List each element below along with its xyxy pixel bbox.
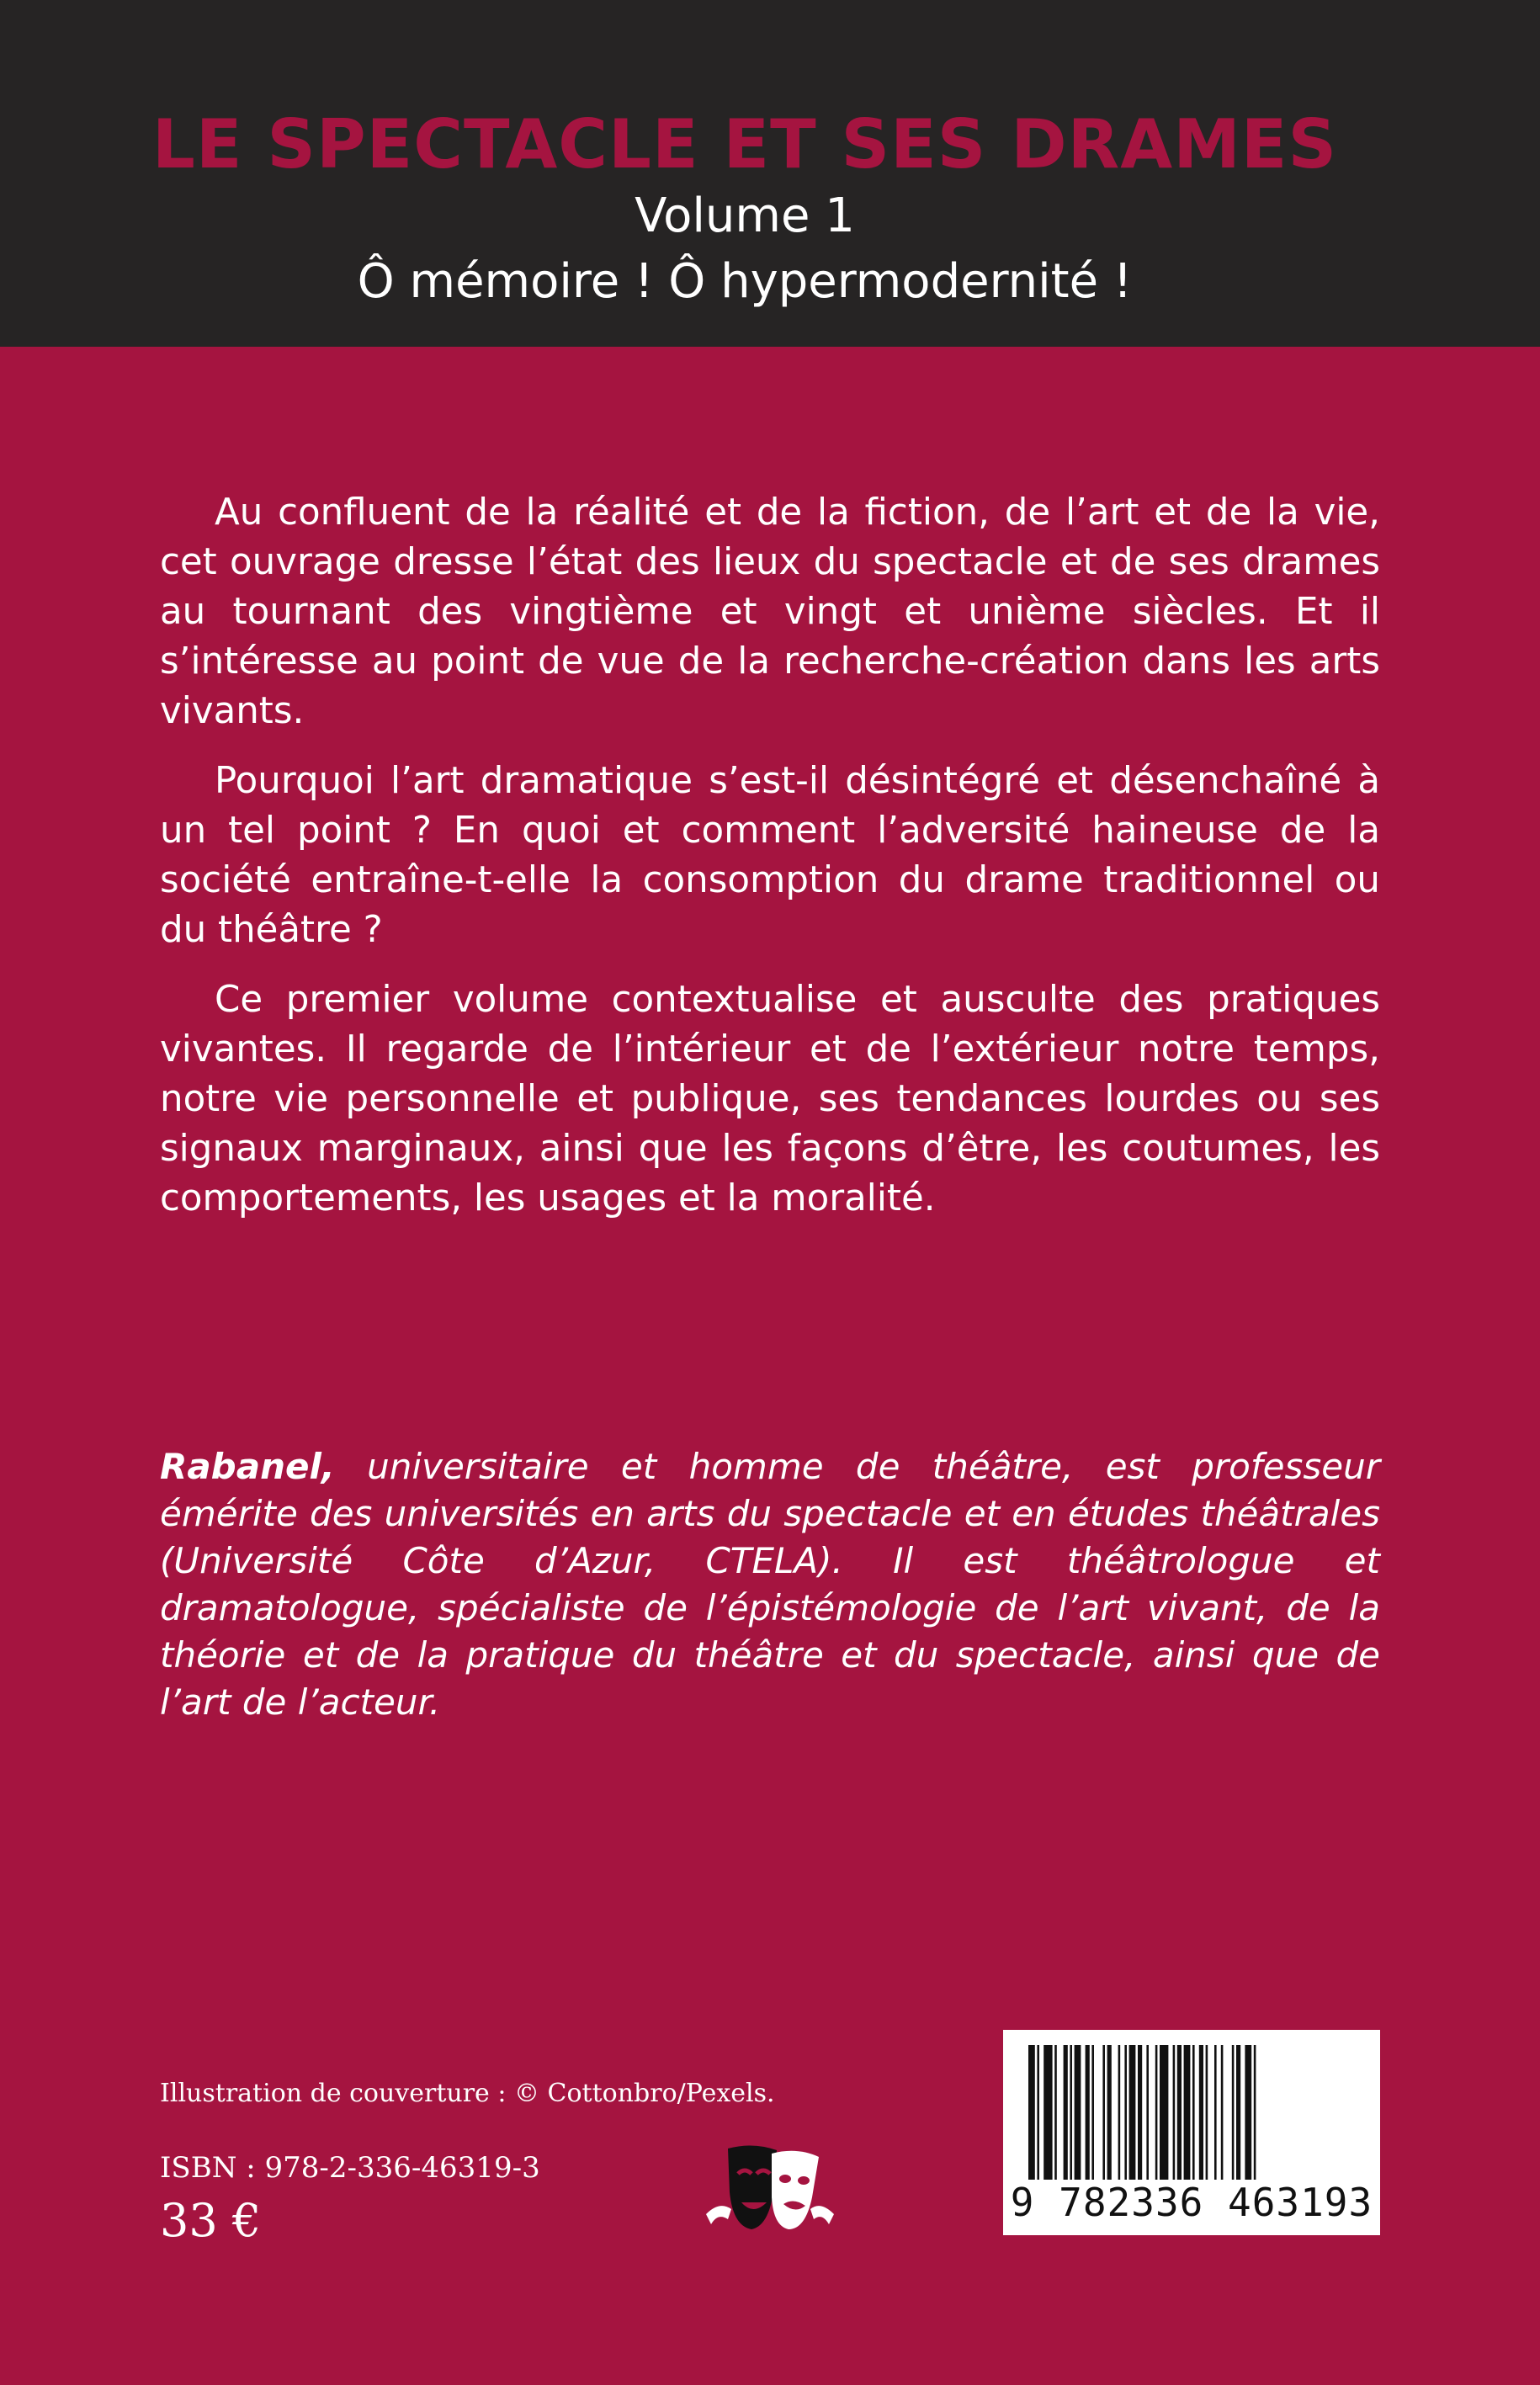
isbn: ISBN : 978-2-336-46319-3: [160, 2151, 540, 2185]
barcode-bar: [1236, 2045, 1240, 2180]
barcode-bar: [1102, 2045, 1105, 2180]
comedy-mask-icon: [772, 2151, 819, 2229]
barcode-bar: [1091, 2045, 1094, 2180]
book-title: LE SPECTACLE ET SES DRAMES: [151, 105, 1338, 183]
barcode-bar: [1129, 2045, 1136, 2180]
illustration-credit: Illustration de couverture : © Cottonbro/Pexels.: [160, 2079, 775, 2108]
barcode-bar: [1086, 2045, 1090, 2180]
barcode-bar: [1107, 2045, 1112, 2180]
theatre-masks-icon: [694, 2142, 846, 2234]
barcode-bar: [1232, 2045, 1235, 2180]
barcode-bar: [1254, 2045, 1256, 2180]
barcode-bar: [1124, 2045, 1127, 2180]
barcode-bar: [1199, 2045, 1203, 2180]
barcode-bar: [1037, 2045, 1039, 2180]
volume-label: Volume 1: [635, 189, 855, 243]
barcode-bar: [1054, 2045, 1057, 2180]
barcode-bar: [1184, 2045, 1191, 2180]
barcode-bar: [1146, 2045, 1149, 2180]
author-bio: [160, 1443, 1380, 1726]
barcode-bar: [1173, 2045, 1176, 2180]
blurb: [160, 488, 1380, 1244]
barcode-bar: [1070, 2045, 1072, 2180]
barcode-bar: [1028, 2045, 1035, 2180]
barcode-bar: [1075, 2045, 1081, 2180]
barcode-bar: [1192, 2045, 1195, 2180]
price: 33 €: [160, 2194, 262, 2247]
barcode-bar: [1221, 2045, 1224, 2180]
barcode-bar: [1155, 2045, 1158, 2180]
blurb-paragraph: Pourquoi l’art dramatique s’est-il désintégré et désenchaîné à un tel point ? En quoi et comment l’adversité haineuse de la société entraîne-t-elle la consomption du drame traditionnel ou du théâtre ?: [160, 760, 1380, 951]
barcode: [1003, 2030, 1380, 2235]
barcode-bar: [1138, 2045, 1142, 2180]
barcode-bar: [1206, 2045, 1208, 2180]
author-bio-text: universitaire et homme de théâtre, est professeur émérite des universités en arts du spectacle et en études théâtrales (Université Côte d’Azur, CTELA). Il est théâtrologue et dramatologue, spécialiste de l’épistémologie de l’art vivant, de la théorie et de la pratique du théâtre et du spectacle, ainsi que de l’art de l’acteur.: [160, 1446, 1380, 1723]
barcode-bar: [1177, 2045, 1182, 2180]
barcode-bar: [1160, 2045, 1168, 2180]
book-subtitle: Ô mémoire ! Ô hypermodernité !: [357, 254, 1133, 309]
barcode-bar: [1214, 2045, 1217, 2180]
header-band: [0, 0, 1540, 347]
barcode-bars: [1003, 2030, 1380, 2181]
barcode-bar: [1245, 2045, 1251, 2180]
barcode-number: 9 782336 463193: [1010, 2180, 1373, 2225]
author-name: Rabanel,: [160, 1446, 335, 1487]
blurb-paragraph: Ce premier volume contextualise et ausculte des pratiques vivantes. Il regarde de l’intérieur et de l’extérieur notre temps, notre vie personnelle et publique, ses tendances lourdes ou ses signaux marginaux, ainsi que les façons d’être, les coutumes, les comportements, les usages et la moralité.: [160, 979, 1380, 1219]
barcode-bar: [1064, 2045, 1068, 2180]
tragedy-mask-icon: [728, 2145, 777, 2229]
barcode-bar: [1043, 2045, 1052, 2180]
blurb-paragraph: Au confluent de la réalité et de la fiction, de l’art et de la vie, cet ouvrage dresse l’état des lieux du spectacle et de ses drames au tournant des vingtième et vingt et unième siècles. Et il s’intéresse au point de vue de la recherche-création dans les arts vivants.: [160, 491, 1380, 732]
barcode-bar: [1118, 2045, 1121, 2180]
